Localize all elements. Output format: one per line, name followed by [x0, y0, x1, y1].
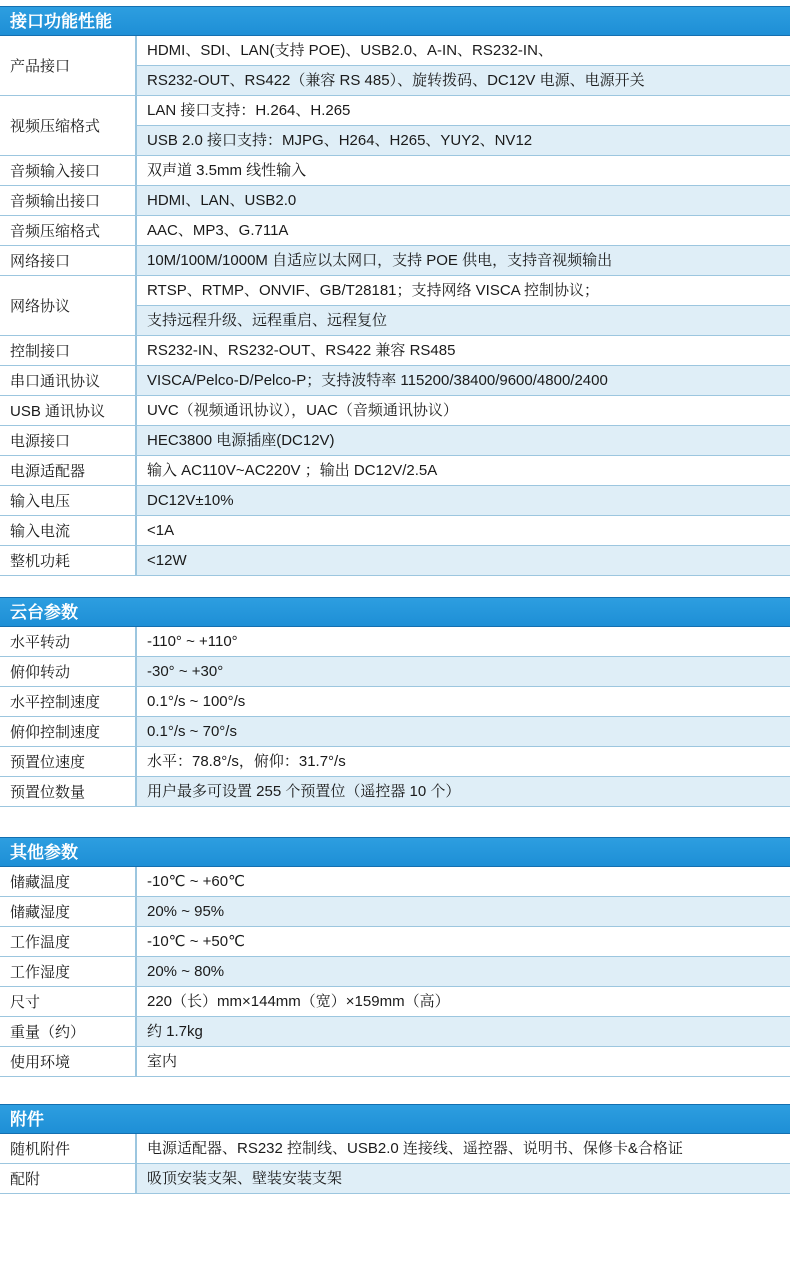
- spec-value: 220（长）mm×144mm（宽）×159mm（高）: [137, 987, 790, 1016]
- spec-row: [0, 426, 790, 456]
- spec-row: [0, 396, 790, 426]
- spec-label: 俯仰转动: [0, 657, 137, 686]
- spec-label: 水平转动: [0, 627, 137, 656]
- spec-value: -30° ~ +30°: [137, 657, 790, 686]
- spec-label: 输入电压: [0, 486, 137, 515]
- spec-label: 串口通讯协议: [0, 366, 137, 395]
- spec-row: [0, 717, 790, 747]
- section-title: 接口功能性能: [0, 6, 790, 36]
- section-interface: [0, 6, 790, 576]
- spec-value: -10℃ ~ +60℃: [137, 867, 790, 896]
- spec-value: USB 2.0 接口支持：MJPG、H264、H265、YUY2、NV12: [137, 125, 790, 155]
- spec-label: 音频输入接口: [0, 156, 137, 185]
- spec-value: 0.1°/s ~ 100°/s: [137, 687, 790, 716]
- spec-label: 工作湿度: [0, 957, 137, 986]
- spec-value: 输入 AC110V~AC220V ；输出 DC12V/2.5A: [137, 456, 790, 485]
- section-title: 附件: [0, 1104, 790, 1134]
- spec-value: 水平：78.8°/s，俯仰：31.7°/s: [137, 747, 790, 776]
- spec-label: 控制接口: [0, 336, 137, 365]
- spec-row: [0, 1134, 790, 1164]
- spec-label: 随机附件: [0, 1134, 137, 1163]
- spec-label: 网络协议: [0, 276, 137, 335]
- spec-row: [0, 276, 790, 336]
- spec-row: [0, 687, 790, 717]
- spec-row: [0, 456, 790, 486]
- spec-value: 20% ~ 80%: [137, 957, 790, 986]
- spec-value: 双声道 3.5mm 线性输入: [137, 156, 790, 185]
- spec-value: -110° ~ +110°: [137, 627, 790, 656]
- spec-value: AAC、MP3、G.711A: [137, 216, 790, 245]
- spec-label: 使用环境: [0, 1047, 137, 1076]
- spec-label: 工作温度: [0, 927, 137, 956]
- spec-value: 20% ~ 95%: [137, 897, 790, 926]
- spec-row: [0, 1164, 790, 1194]
- spec-value: RS232-IN、RS232-OUT、RS422 兼容 RS485: [137, 336, 790, 365]
- spec-label: 预置位速度: [0, 747, 137, 776]
- spec-value: 10M/100M/1000M 自适应以太网口，支持 POE 供电，支持音视频输出: [137, 246, 790, 275]
- spec-row: [0, 897, 790, 927]
- spec-value: -10℃ ~ +50℃: [137, 927, 790, 956]
- spec-row: [0, 1017, 790, 1047]
- spec-label: 储藏湿度: [0, 897, 137, 926]
- spec-label: 音频输出接口: [0, 186, 137, 215]
- spec-row: [0, 216, 790, 246]
- spec-row: [0, 186, 790, 216]
- spec-row: [0, 927, 790, 957]
- spec-value: LAN 接口支持：H.264、H.265: [137, 96, 790, 125]
- spec-label: 电源适配器: [0, 456, 137, 485]
- spec-row: [0, 336, 790, 366]
- spec-row: [0, 957, 790, 987]
- spec-row: [0, 1047, 790, 1077]
- section-title: 云台参数: [0, 597, 790, 627]
- spec-row: [0, 777, 790, 807]
- spec-row: [0, 546, 790, 576]
- spec-value: 室内: [137, 1047, 790, 1076]
- spec-value: <1A: [137, 516, 790, 545]
- spec-value: 0.1°/s ~ 70°/s: [137, 717, 790, 746]
- spec-row: [0, 627, 790, 657]
- spec-label: 重量（约）: [0, 1017, 137, 1046]
- spec-row: [0, 987, 790, 1017]
- spec-label: 预置位数量: [0, 777, 137, 806]
- spec-value: HDMI、SDI、LAN(支持 POE)、USB2.0、A-IN、RS232-IN、: [137, 36, 790, 65]
- spec-label: 配附: [0, 1164, 137, 1193]
- spec-row: [0, 96, 790, 156]
- spec-value: 吸顶安装支架、壁装安装支架: [137, 1164, 790, 1193]
- spec-row: [0, 246, 790, 276]
- spec-label: 尺寸: [0, 987, 137, 1016]
- spec-value: VISCA/Pelco-D/Pelco-P；支持波特率 115200/38400/9600/4800/2400: [137, 366, 790, 395]
- spec-label: 输入电流: [0, 516, 137, 545]
- section-accessories: [0, 1104, 790, 1194]
- spec-label: 音频压缩格式: [0, 216, 137, 245]
- spec-value: 支持远程升级、远程重启、远程复位: [137, 305, 790, 335]
- spec-value: RS232-OUT、RS422（兼容 RS 485）、旋转拨码、DC12V 电源、电源开关: [137, 65, 790, 95]
- section-ptz: [0, 597, 790, 807]
- spec-value: RTSP、RTMP、ONVIF、GB/T28181；支持网络 VISCA 控制协议；: [137, 276, 790, 305]
- spec-row: [0, 486, 790, 516]
- spec-row: [0, 747, 790, 777]
- spec-value: HEC3800 电源插座(DC12V): [137, 426, 790, 455]
- spec-row: [0, 867, 790, 897]
- spec-label: 网络接口: [0, 246, 137, 275]
- spec-value: <12W: [137, 546, 790, 575]
- spec-label: 电源接口: [0, 426, 137, 455]
- spec-value: 用户最多可设置 255 个预置位（遥控器 10 个）: [137, 777, 790, 806]
- spec-value: 约 1.7kg: [137, 1017, 790, 1046]
- spec-row: [0, 657, 790, 687]
- spec-label: 储藏温度: [0, 867, 137, 896]
- section-title: 其他参数: [0, 837, 790, 867]
- spec-label: 产品接口: [0, 36, 137, 95]
- spec-label: 俯仰控制速度: [0, 717, 137, 746]
- spec-value: DC12V±10%: [137, 486, 790, 515]
- spec-label: USB 通讯协议: [0, 396, 137, 425]
- spec-value: UVC（视频通讯协议），UAC（音频通讯协议）: [137, 396, 790, 425]
- spec-row: [0, 156, 790, 186]
- spec-row: [0, 366, 790, 396]
- spec-label: 整机功耗: [0, 546, 137, 575]
- section-other: [0, 837, 790, 1077]
- spec-row: [0, 516, 790, 546]
- spec-row: [0, 36, 790, 96]
- spec-value: 电源适配器、RS232 控制线、USB2.0 连接线、遥控器、说明书、保修卡&合格证: [137, 1134, 790, 1163]
- spec-label: 视频压缩格式: [0, 96, 137, 155]
- spec-value: HDMI、LAN、USB2.0: [137, 186, 790, 215]
- spec-label: 水平控制速度: [0, 687, 137, 716]
